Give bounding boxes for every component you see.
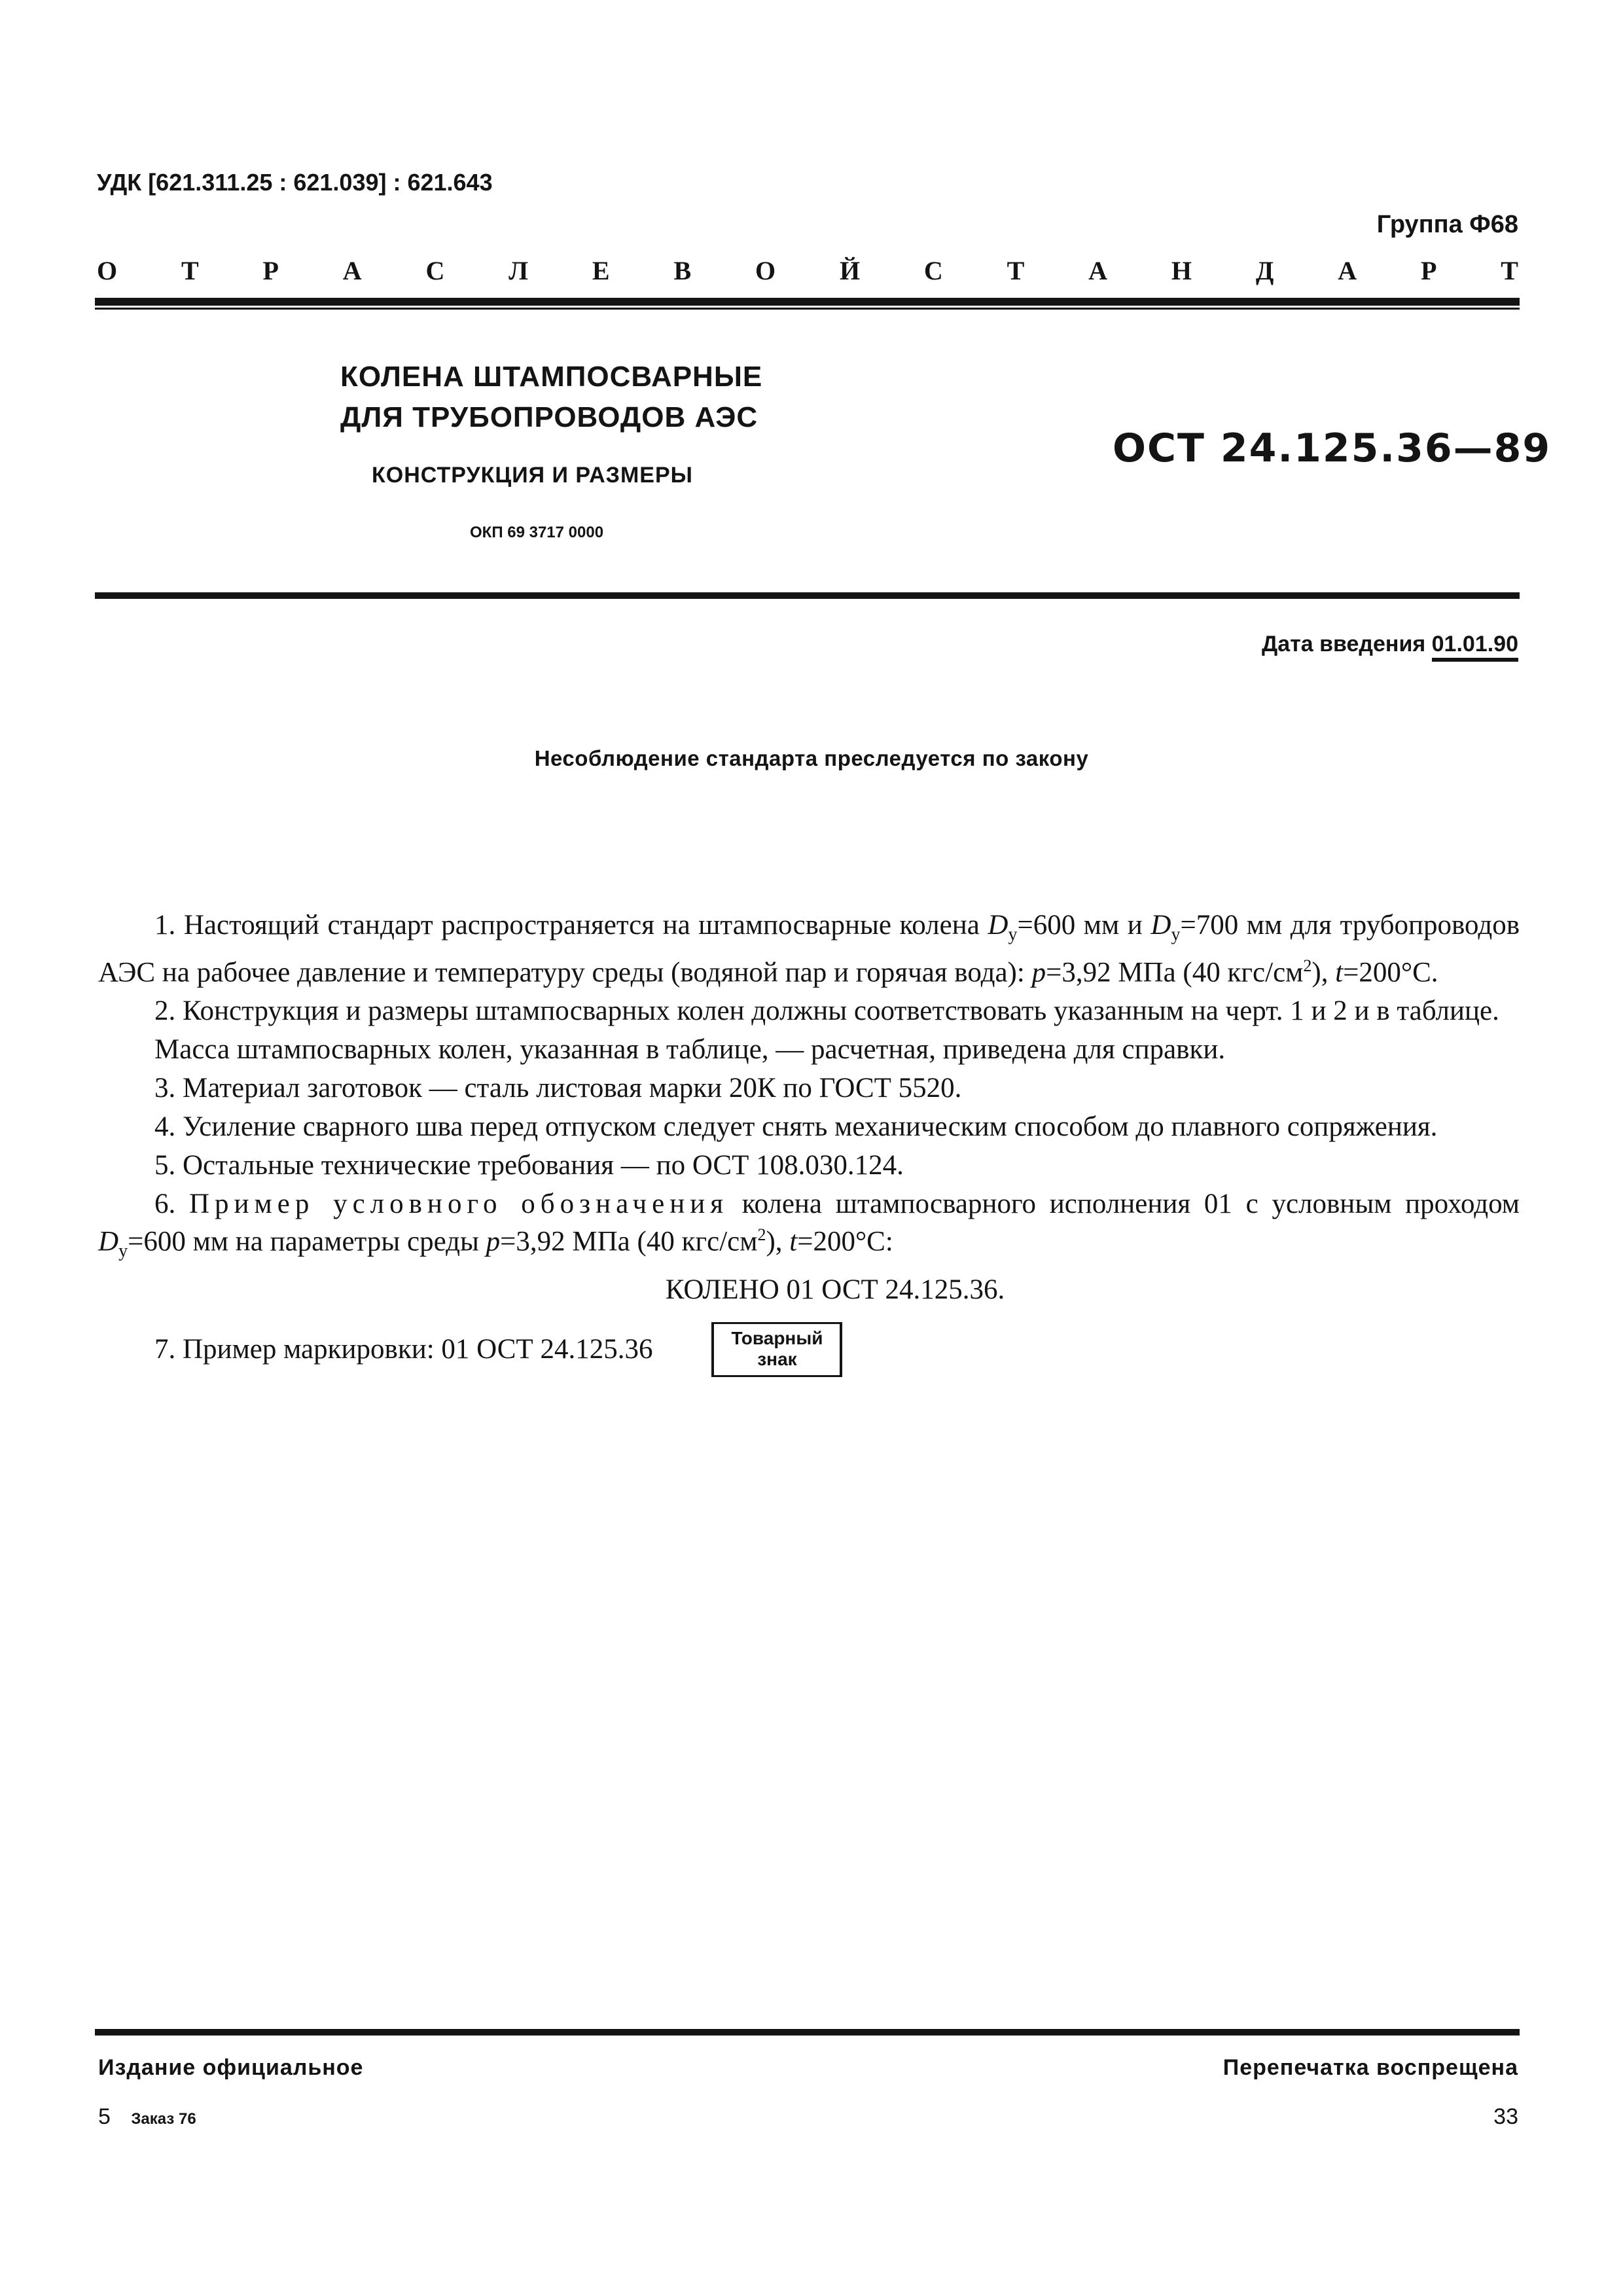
banner-letter: Л <box>508 256 529 285</box>
clause-7 <box>98 1322 1520 1377</box>
standard-type-banner <box>97 255 1518 286</box>
title-line: ДЛЯ ТРУБОПРОВОДОВ АЭС <box>340 401 758 433</box>
designation-example: КОЛЕНО 01 ОСТ 24.125.36. <box>665 1274 1005 1305</box>
banner-letter: А <box>1338 256 1357 285</box>
clause-2: 2. Конструкция и размеры штампосварных колен должны соответствовать указанным на черт. 1 и 2 и в таблице. <box>154 995 1499 1026</box>
banner-letter: О <box>97 256 118 285</box>
clause-4: 4. Усиление сварного шва перед отпуском следует снять механическим способом до плавного сопряжения. <box>154 1111 1438 1142</box>
effective-date <box>1262 632 1518 657</box>
document-subtitle: КОНСТРУКЦИЯ И РАЗМЕРЫ <box>372 463 693 488</box>
date-value: 01.01.90 <box>1432 632 1518 662</box>
banner-letter: А <box>342 256 362 285</box>
clause-1: 1. Настоящий стандарт распространяется на штампосварные колена $D_у=600$ мм и $D_у=700$ мм для трубопроводов АЭС на рабочее давление и температуру среды (водяной пар и горячая вода): p=3,92 МПа (40 кгс/$см^2$), t=200°С. <box>98 910 1520 988</box>
footer-left-number <box>98 2104 196 2130</box>
marking-example: 7. Пример маркировки: 01 ОСТ 24.125.36 <box>154 1334 653 1365</box>
banner-letter: С <box>425 256 445 285</box>
date-label: Дата введения <box>1262 632 1426 656</box>
udk-code: УДК [621.311.25 : 621.039] : 621.643 <box>97 169 493 196</box>
banner-letter: Й <box>839 256 861 285</box>
banner-letter: Т <box>1501 256 1518 285</box>
clause-5: 5. Остальные технические требования — по ОСТ 108.030.124. <box>154 1149 904 1181</box>
header-rule <box>95 298 1520 306</box>
banner-letter: Н <box>1171 256 1192 285</box>
trademark-label: знак <box>757 1348 797 1369</box>
title-rule <box>95 592 1520 599</box>
reprint-note: Перепечатка воспрещена <box>1222 2055 1518 2080</box>
clause-6: 6. Пример условного обозначения колена штампосварного исполнения 01 с условным проходом $D_у=600$ мм на параметры среды p=3,92 МПа (40 кгс/$см^2$), t=200°С: <box>98 1188 1520 1261</box>
banner-letter: Д <box>1255 256 1274 285</box>
title-line: КОЛЕНА ШТАМПОСВАРНЫЕ <box>340 361 763 393</box>
banner-letter: А <box>1088 256 1108 285</box>
banner-letter: Т <box>1007 256 1025 285</box>
document-body <box>98 910 1520 1385</box>
sheet-number: 5 <box>98 2104 111 2129</box>
page-number: 33 <box>1493 2104 1518 2129</box>
order-number: Заказ 76 <box>131 2110 196 2128</box>
banner-letter: Е <box>592 256 610 285</box>
banner-letter: Р <box>262 256 279 285</box>
document-title <box>340 357 762 438</box>
header-rule-thin <box>95 308 1520 310</box>
trademark-label: Товарный <box>731 1327 823 1348</box>
okp-code: ОКП 69 3717 0000 <box>470 524 604 541</box>
banner-letter: Р <box>1420 256 1437 285</box>
legal-notice: Несоблюдение стандарта преследуется по закону <box>534 746 1089 770</box>
edition-note: Издание официальное <box>98 2055 364 2080</box>
banner-letter: Т <box>181 256 199 285</box>
group-code: Группа Ф68 <box>1376 211 1518 238</box>
trademark-box <box>711 1322 842 1377</box>
footer-rule <box>95 2029 1520 2036</box>
clause-2-note: Масса штампосварных колен, указанная в таблице, — расчетная, приведена для справки. <box>154 1033 1226 1065</box>
clause-3: 3. Материал заготовок — сталь листовая марки 20К по ГОСТ 5520. <box>154 1072 962 1103</box>
banner-letter: В <box>673 256 692 285</box>
banner-letter: С <box>923 256 943 285</box>
standard-code: ОСТ 24.125.36—89 <box>1113 425 1552 471</box>
banner-letter: О <box>755 256 776 285</box>
